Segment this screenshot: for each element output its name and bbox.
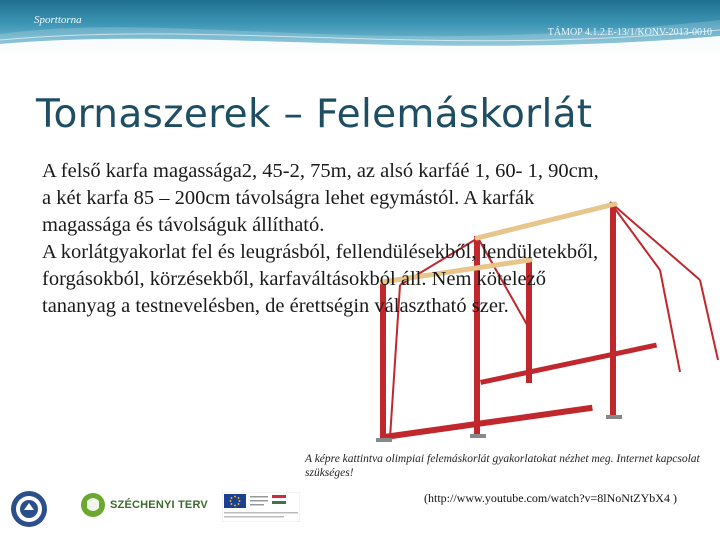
university-seal-logo xyxy=(10,490,48,528)
szechenyi-terv-logo xyxy=(80,492,215,524)
header-project-code: TÁMOP 4.1.2.E-13/1/KONV-2013-0010 xyxy=(547,27,712,38)
base-post xyxy=(474,402,480,436)
cable xyxy=(610,202,660,270)
paragraph-2: A korlátgyakorlat fel és leugrásból, fellendülésekből, lendületekből, forgásokból, körzésekből, karfaváltásokból áll. Nem kötelező tananyag a testnevelésben, de érettségin választható szer. xyxy=(42,241,599,317)
image-caption: A képre kattintva olimpiai felemáskorlát gyakorlatokat nézhet meg. Internet kapcsolat szükséges! xyxy=(305,453,700,479)
header-band xyxy=(0,0,720,52)
header-wave-decoration xyxy=(0,0,720,52)
floor-plate xyxy=(470,434,486,438)
szechenyi-mark-icon xyxy=(80,492,106,518)
szechenyi-terv-text: SZÉCHENYI TERV xyxy=(110,499,208,511)
eu-funding-logo xyxy=(222,492,300,522)
floor-plate xyxy=(606,415,622,419)
base-rail-front xyxy=(384,405,593,440)
header-course-name: Sporttorna xyxy=(34,14,82,26)
base-rail-back xyxy=(480,343,657,385)
floor-plate xyxy=(376,438,392,442)
video-link[interactable]: (http://www.youtube.com/watch?v=8lNoNtZYbX4 ) xyxy=(424,491,677,505)
body-text xyxy=(42,158,612,320)
cable xyxy=(660,270,680,372)
paragraph-1: A felső karfa magassága2, 45-2, 75m, az alsó karfáé 1, 60- 1, 90cm, a két karfa 85 – 200cm távolságra lehet egymástól. A karfák magassága és távolságuk állítható. xyxy=(42,160,599,236)
cable xyxy=(610,202,700,280)
cable xyxy=(700,280,718,360)
slide-title: Tornaszerek – Felemáskorlát xyxy=(36,92,593,137)
